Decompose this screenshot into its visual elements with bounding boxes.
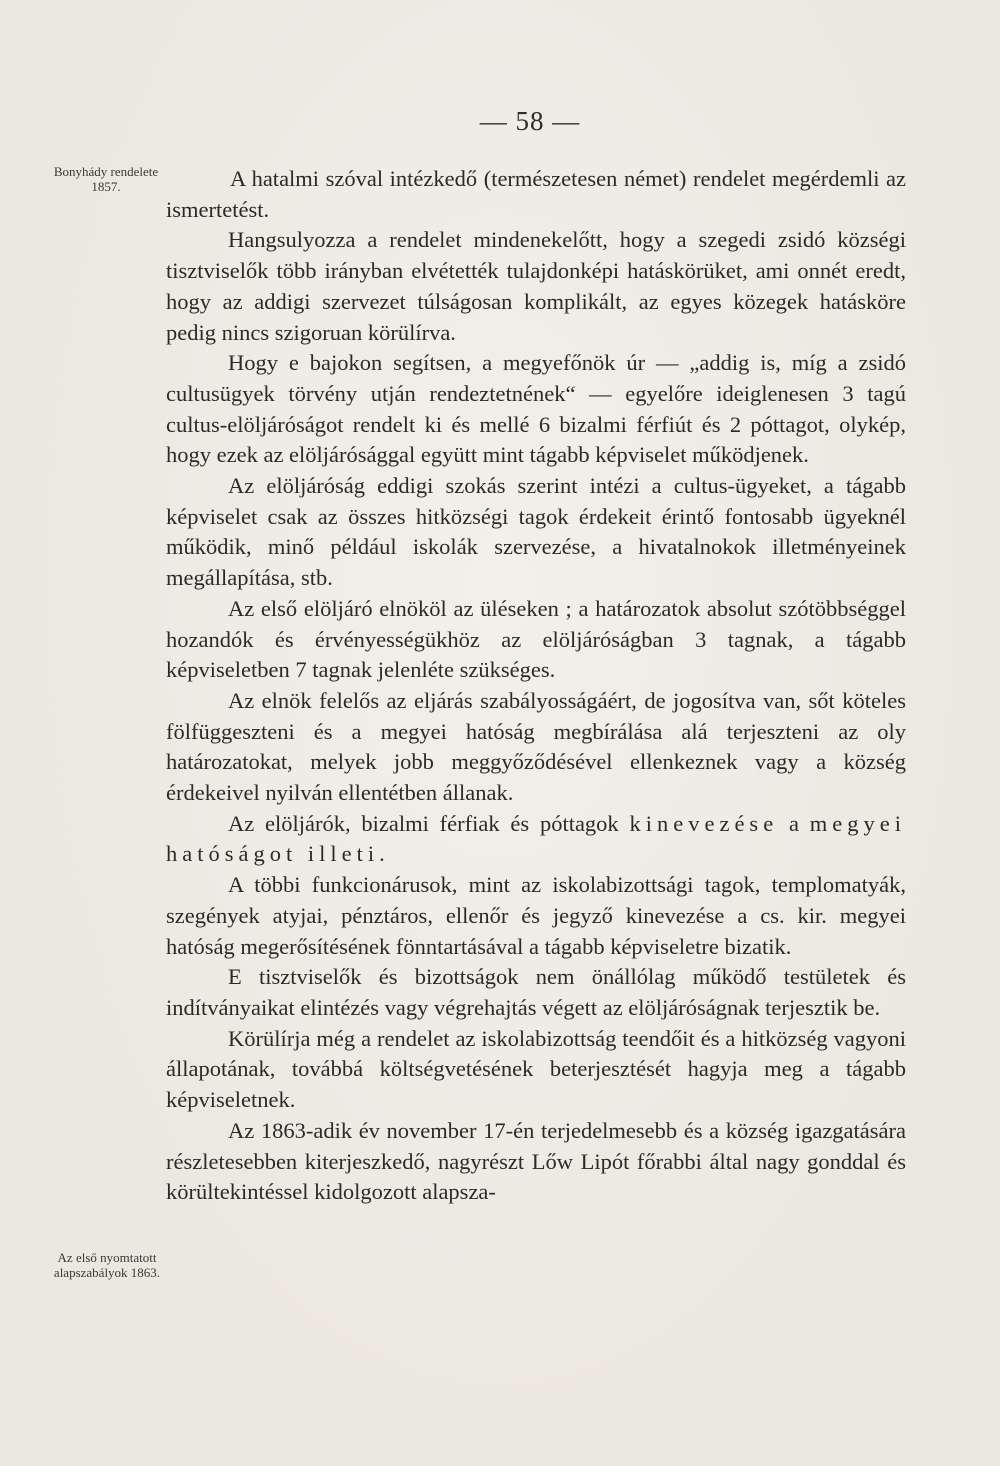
paragraph: A többi funkcionárusok, mint az iskolabizottsági tagok, templomatyák, szegények atyjai, pénztáros, ellenőr és jegyző kinevezése a cs. kir. megyei hatóság megerősítésének fönntartásával a tágabb képviseletre bizatik.: [166, 872, 906, 959]
margin-note-bonyhady-decree: Bonyhády rendelete 1857.: [53, 164, 159, 194]
emphasis-spaced: megyei hatóságot illeti.: [166, 810, 906, 867]
paragraph: Az első elöljáró elnököl az üléseken ; a határozatok absolut szótöbbséggel hozandók és érvényességükhöz az elöljáróságban 3 tagnak, a tágabb képviseletben 7 tagnak jelenléte szükséges.: [166, 595, 906, 683]
body-text: [166, 164, 906, 1208]
paragraph: Körülírja még a rendelet az iskolabizottság teendőit és a hitközség vagyoni állapotának, továbbá költségvetésének beterjesztését hagyja meg a tágabb képviseletnek.: [166, 1025, 906, 1113]
paragraph: A hatalmi szóval intézkedő (természetesen német) rendelet megérdemli az ismertetést.: [166, 166, 906, 222]
paragraph: E tisztviselők és bizottságok nem önállólag működő testületek és indítványaikat elintézés vagy végrehajtás végett az elöljáróságnak terjesztik be.: [166, 964, 906, 1020]
paragraph: Hangsulyozza a rendelet mindenekelőtt, hogy a szegedi zsidó községi tisztviselők több irányban elvétették tulajdonképi hatáskörüket, ami onnét eredt, hogy az addigi szervezet túlságosan komplikált, az egyes közegek hatásköre pedig nincs szigoruan körülírva.: [166, 227, 906, 345]
paragraph: Az 1863-adik év november 17-én terjedelmesebb és a község igazgatására részletesebben kiterjeszkedő, nagyrészt Lőw Lipót főrabbi által nagy gonddal és körültekintéssel kidolgozott alapsza-: [166, 1117, 906, 1205]
paragraph: Az elnök felelős az eljárás szabályosságáért, de jogosítva van, sőt köteles fölfüggeszteni és a megyei hatóság megbírálása alá terjeszteni az oly határozatokat, melyek jobb meggyőződésével ellenkeznek vagy a község érdekeivel nyilván ellentétben állanak.: [166, 687, 906, 806]
paragraph-appointment: [166, 809, 906, 870]
paragraph: Hogy e bajokon segítsen, a megyefőnök úr — „addig is, míg a zsidó cultusügyek törvény utján rendeztetnének“ — egyelőre ideiglenesen 3 tagú cultus-elöljáróságot rendelt ki és mellé 6 bizalmi férfiút és 2 póttagot, olykép, hogy ezek az elöljárósággal együtt mint tágabb képviselet működjenek.: [166, 350, 906, 468]
appointment-mid: a: [778, 810, 810, 836]
page-number: — 58 —: [479, 106, 581, 136]
emphasis-spaced: kinevezése: [629, 810, 779, 836]
appointment-lead: Az elöljárók, bizalmi férfiak és póttagok: [228, 810, 619, 836]
margin-note-first-printed-statutes: Az első nyomtatott alapszabályok 1863.: [53, 1250, 161, 1280]
paragraph: Az elöljáróság eddigi szokás szerint intézi a cultus-ügyeket, a tágabb képviselet csak az összes hitközségi tagok érdekeit érintő fontosabb ügyeknél működik, minő például iskolák szervezése, a hivatalnokok illetményeinek megállapítása, stb.: [166, 473, 906, 591]
